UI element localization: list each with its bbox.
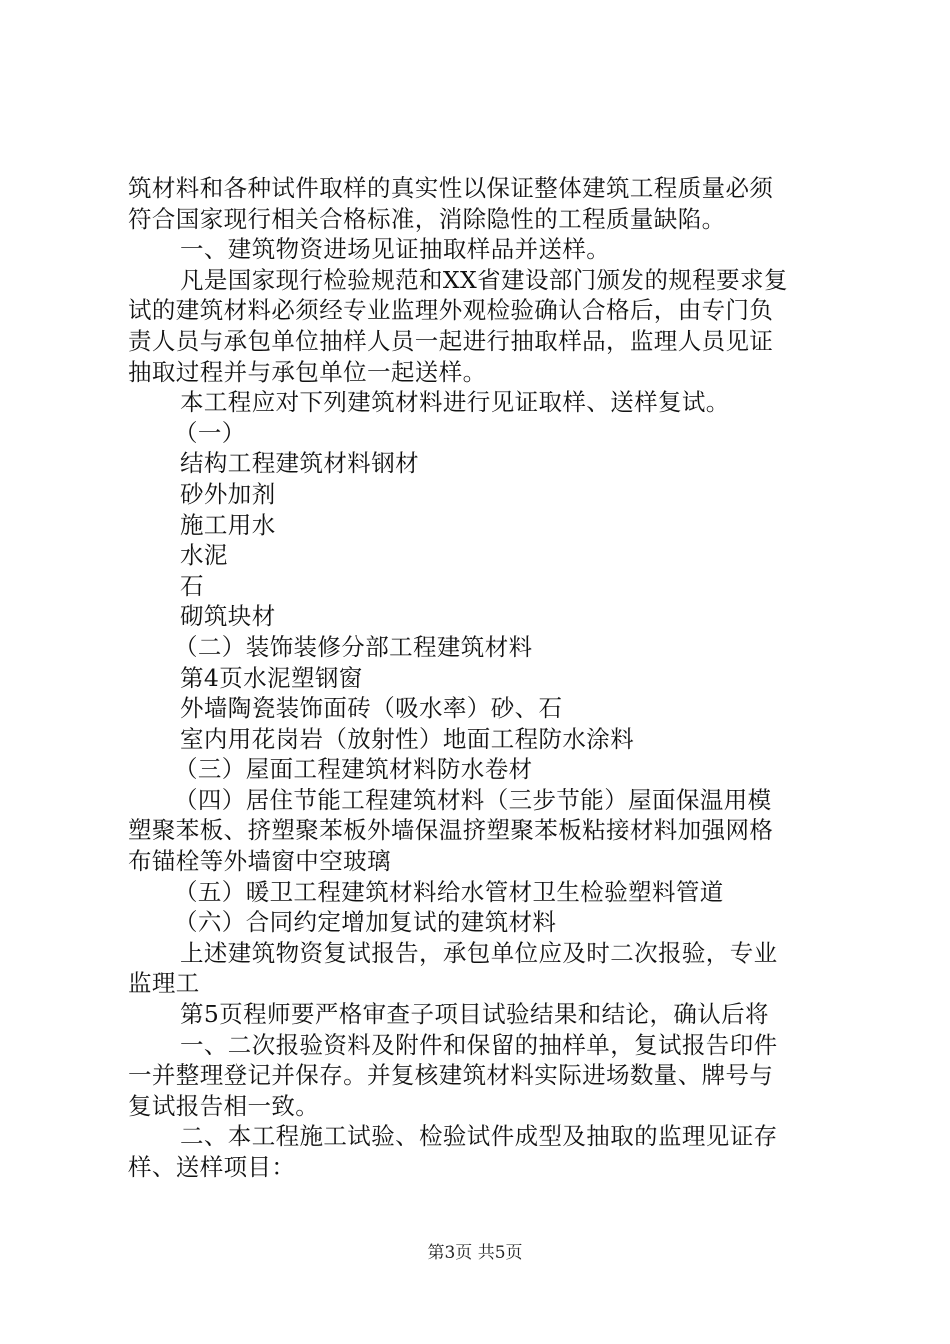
text-line: 第5页程师要严格审查子项目试验结果和结论，确认后将 xyxy=(180,1000,769,1029)
text-line: 责人员与承包单位抽样人员一起进行抽取样品，监理人员见证 xyxy=(128,326,774,355)
text-line: 室内用花岗岩（放射性）地面工程防水涂料 xyxy=(180,724,635,753)
text-line: （四）居住节能工程建筑材料（三步节能）屋面保温用模 xyxy=(174,785,772,814)
text-line: 一、建筑物资进场见证抽取样品并送样。 xyxy=(180,235,611,264)
text-line: 一并整理登记并保存。并复核建筑材料实际进场数量、牌号与 xyxy=(128,1061,774,1090)
text-line: 结构工程建筑材料钢材 xyxy=(180,449,419,478)
text-line: 试的建筑材料必须经专业监理外观检验确认合格后，由专门负 xyxy=(128,296,774,325)
text-line: 布锚栓等外墙窗中空玻璃 xyxy=(128,847,391,876)
text-line: 抽取过程并与承包单位一起送样。 xyxy=(128,357,487,386)
text-line: 符合国家现行相关合格标准，消除隐性的工程质量缺陷。 xyxy=(128,204,726,233)
text-line: 塑聚苯板、挤塑聚苯板外墙保温挤塑聚苯板粘接材料加强网格 xyxy=(128,816,774,845)
text-line: （一） xyxy=(174,418,246,447)
text-line: 样、送样项目： xyxy=(128,1153,296,1181)
text-line: （五）暖卫工程建筑材料给水管材卫生检验塑料管道 xyxy=(174,877,724,906)
text-line: （三）屋面工程建筑材料防水卷材 xyxy=(174,755,533,784)
text-line: 监理工 xyxy=(128,969,200,998)
text-line: 施工用水 xyxy=(180,510,276,539)
text-line: 复试报告相一致。 xyxy=(128,1091,320,1120)
text-line: 本工程应对下列建筑材料进行见证取样、送样复试。 xyxy=(180,388,730,417)
text-line: （六）合同约定增加复试的建筑材料 xyxy=(174,908,557,937)
document-body xyxy=(128,173,832,1183)
text-line: 砌筑块材 xyxy=(180,602,276,631)
text-line: 筑材料和各种试件取样的真实性以保证整体建筑工程质量必须 xyxy=(128,174,774,202)
text-line: 凡是国家现行检验规范和XX省建设部门颁发的规程要求复 xyxy=(180,265,788,294)
text-line: 一、二次报验资料及附件和保留的抽样单，复试报告印件 xyxy=(180,1030,778,1059)
text-line: 第4页水泥塑钢窗 xyxy=(180,663,363,692)
text-line: 二、本工程施工试验、检验试件成型及抽取的监理见证存 xyxy=(180,1122,778,1151)
text-line: 上述建筑物资复试报告，承包单位应及时二次报验，专业 xyxy=(180,938,778,967)
text-line: 外墙陶瓷装饰面砖（吸水率）砂、石 xyxy=(180,694,563,723)
text-line: 水泥 xyxy=(180,541,228,570)
page-footer: 第3页 共5页 xyxy=(427,1243,523,1263)
text-line: （二）装饰装修分部工程建筑材料 xyxy=(174,632,533,661)
text-line: 石 xyxy=(180,571,204,600)
text-line: 砂外加剂 xyxy=(180,479,276,508)
